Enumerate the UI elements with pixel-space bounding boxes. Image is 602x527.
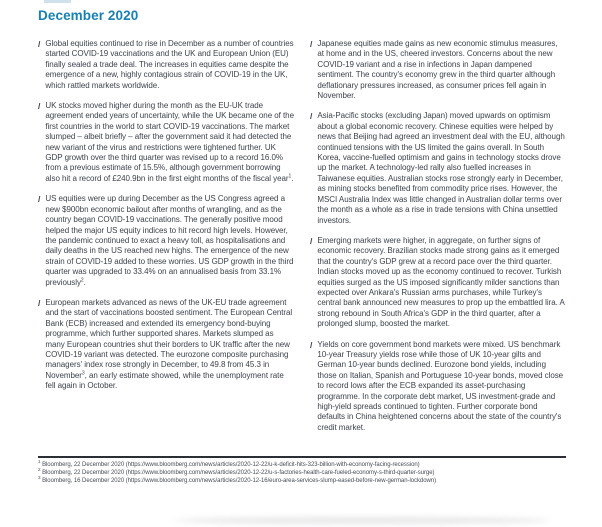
bullet-asia-pacific [310, 111, 566, 225]
footnote-text: Bloomberg, 16 December 2020 (https://www.bloomberg.com/news/articles/2020-12-16/euro-area-services-slump-eased-before-new-german-lockdown) [40, 477, 437, 484]
bullet-us-equities [38, 194, 294, 288]
footnote-text: Bloomberg, 22 December 2020 (https://www.bloomberg.com/news/articles/2020-12-22/u-k-deficit-hits-323-billion-with-economy-facing-recession) [40, 462, 420, 468]
page-bottom-shadow [175, 517, 550, 524]
bullet-text: US equities were up during December as the US Congress agreed a new $900bn economic bailout after months of wrangling, and as the country began COVID-19 vaccinations. The generally positive mood helped the major US equity indices to hit record high levels. However, the pandemic continued to exact a heavy toll, as hospitalisations and daily deaths in the US reached new highs. The emergence of the new strain of COVID-19 added to these worries. US GDP growth in the third quarter was upgraded to 33.4% on an annualised basis from 33.1% previously$^2$. [45, 194, 294, 287]
bullet-emerging-markets [310, 236, 566, 330]
bullet-slash-icon: / [310, 339, 313, 350]
bullet-bond-yields [310, 340, 566, 434]
bullet-slash-icon: / [310, 39, 313, 49]
bullet-european-markets [38, 298, 294, 392]
bullet-text: European markets advanced as news of the UK-EU trade agreement and the start of vaccinations boosted sentiment. The European Central Bank (ECB) increased and extended its emergency bond-buying programme, which further supported shares. Markets slumped as many European countries shut their borders to UK traffic after the new COVID-19 variant was detected. The eurozone composite purchasing managers' index rose strongly in December, to 49.8 from 45.3 in November$^3$, an early estimate showed, while the unemployment rate fell again in October. [45, 297, 293, 391]
footnotes-block [38, 459, 583, 486]
bullet-text: Global equities continued to rise in December as a number of countries started COVID-19 vaccinations and the UK and European Union (EU) finally sealed a trade deal. The increases in equities came despite the emergence of a new, highly contagious strain of COVID-19 in the UK, which rattled markets worldwide. [45, 39, 294, 90]
footnote-marker: 2 [38, 466, 41, 472]
footnote-marker: 3 [38, 474, 41, 480]
bullet-slash-icon: / [38, 194, 41, 205]
footnote-ref: 2 [80, 276, 84, 283]
left-column [38, 39, 294, 443]
bullet-text: UK stocks moved higher during the month as the EU-UK trade agreement ended years of uncertainty, while the UK became one of the first countries in the world to start COVID-19 vaccinations. The market slumped – albeit briefly – after the government said it had detected the new variant of the virus and restrictions were tightened further. UK GDP growth over the third quarter was revised up to a record 16.0% from a previous estimate of 15.5%, although government borrowing also hit a record of £240.9bn in the first eight months of the fiscal year$^1$. [45, 101, 294, 183]
bullet-global-equities [38, 39, 294, 91]
two-column-body [38, 39, 566, 443]
footnote-ref: 1 [288, 173, 292, 180]
footnote-3 [38, 474, 583, 486]
page-title: December 2020 [38, 8, 139, 23]
bullet-slash-icon: / [38, 39, 41, 49]
footnote-marker: 1 [38, 459, 41, 464]
bullet-uk-stocks [38, 101, 294, 184]
bullet-japanese-equities [310, 39, 566, 101]
bullet-text: Yields on core government bond markets were mixed. US benchmark 10-year Treasury yields rose while those of UK 10-year gilts and German 10-year bunds declined. Eurozone bond yields, including those on Italian, Spanish and Portuguese 10-year bonds, moved close to record lows after the ECB expanded its asset-purchasing programme. In the corporate debt market, US investment-grade and high-yield spreads continued to tighten. Further corporate bond defaults in China heightened concerns about the state of the country's credit market. [317, 339, 564, 432]
bullet-text: Japanese equities made gains as new economic stimulus measures, at home and in the US, cheered investors. Concerns about the new COVID-19 variant and a rise in infections in Japan dampened sentiment. The country's economy grew in the third quarter although deflationary pressures increased, as consumer prices fell again in November. [317, 39, 558, 101]
bullet-slash-icon: / [38, 297, 41, 308]
top-edge-fragment [44, 0, 71, 3]
footnote-1 [38, 459, 583, 470]
footnote-2 [38, 466, 583, 478]
footnote-divider [38, 456, 566, 458]
bullet-slash-icon: / [310, 235, 313, 246]
right-column [310, 39, 566, 443]
bullet-text: Emerging markets were higher, in aggregate, on further signs of economic recovery. Brazilian stocks made strong gains as it emerged that the country's GDP grew at a record pace over the third quarter. Indian stocks moved up as the economy continued to recover. Turkish equities surged as the US imposed significantly milder sanctions than expected over Ankara's Russian arms purchases, while Turkey's central bank announced new measures to prop up the embattled lira. A strong rebound in South Africa's GDP in the third quarter, after a prolonged slump, boosted the market. [317, 235, 565, 329]
footnote-ref: 3 [81, 370, 85, 377]
bullet-slash-icon: / [38, 101, 41, 112]
footnote-text: Bloomberg, 22 December 2020 (https://www.bloomberg.com/news/articles/2020-12-22/u-s-factories-health-care-fueled-economy-s-third-quarter-surge) [40, 469, 435, 476]
bullet-text: Asia-Pacific stocks (excluding Japan) moved upwards on optimism about a global economic recovery. Chinese equities were helped by news that Beijing had agreed an investment deal with the EU, although continued tensions with the US limited the gains overall. In South Korea, vaccine-fuelled optimism and gains in technology stocks drove up the market. A technology-led rally also fuelled increases in Taiwanese equities. Australian stocks rose strongly early in December, as mining stocks benefited from commodity price rises. However, the MSCI Australia Index was little changed in Australian dollar terms over the month as a whole as a rise in trade tensions with China unsettled investors. [317, 111, 565, 225]
bullet-slash-icon: / [310, 111, 313, 122]
